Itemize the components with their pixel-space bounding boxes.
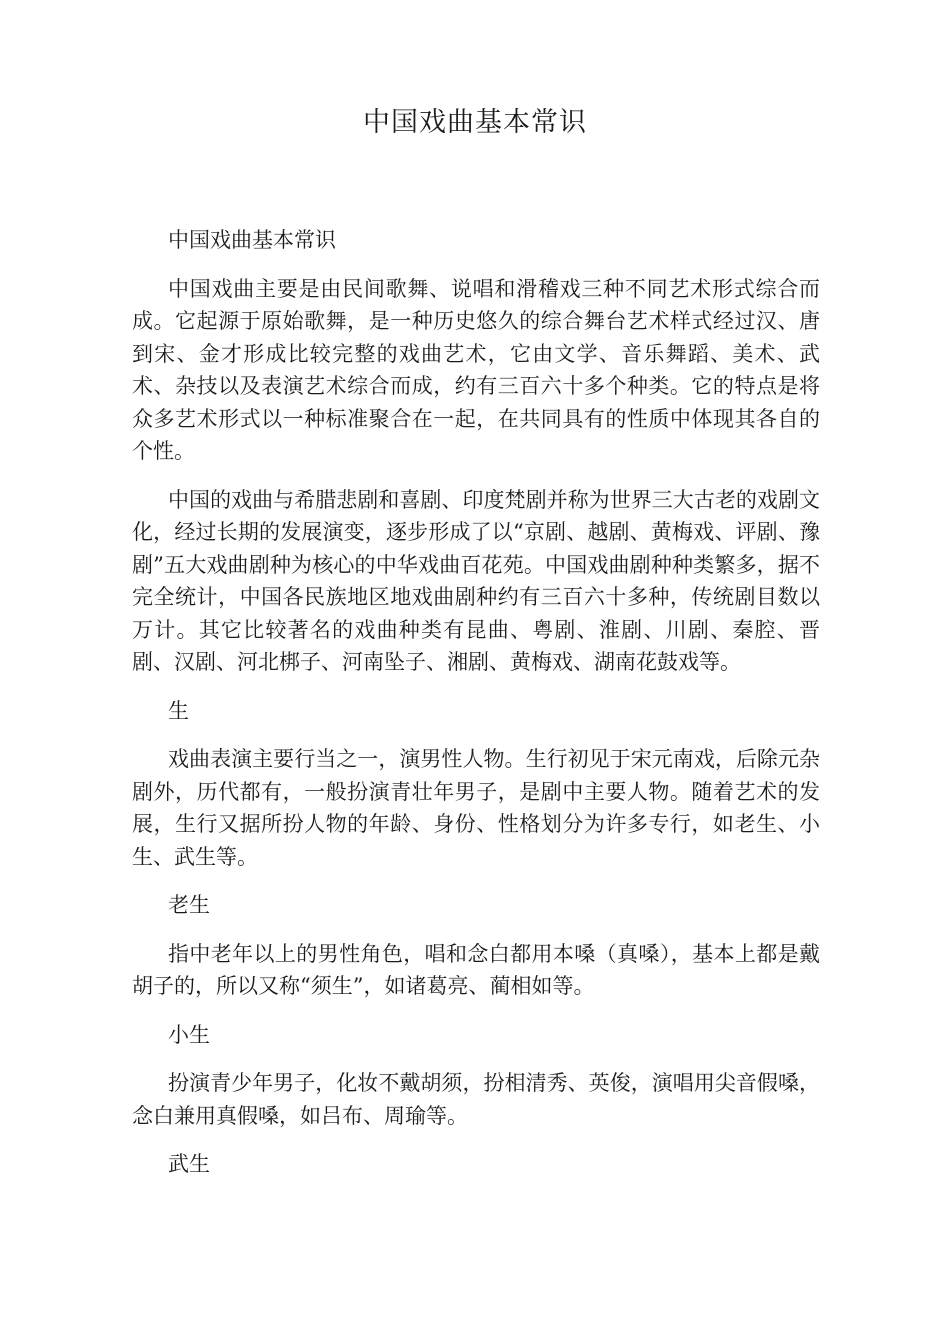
- document-title: 中国戏曲基本常识: [363, 107, 587, 138]
- section-heading-sheng: 生: [168, 698, 189, 723]
- paragraph-origin: 中国戏曲主要是由民间歌舞、说唱和滑稽戏三种不同艺术形式综合而成。它起源于原始歌舞，是一种历史悠久的综合舞台艺术样式经过汉、唐到宋、金才形成比较完整的戏曲艺术，它由文学、音乐舞蹈、美术、武术、杂技以及表演艺术综合而成，约有三百六十多个种类。它的特点是将众多艺术形式以一种标准聚合在一起，在共同具有的性质中体现其各自的个性。: [132, 276, 820, 463]
- document-body: [132, 224, 820, 1197]
- paragraph-xiaosheng: 扮演青少年男子，化妆不戴胡须，扮相清秀、英俊，演唱用尖音假嗓，念白兼用真假嗓，如吕布、周瑜等。: [132, 1071, 820, 1128]
- section-heading-xiaosheng: 小生: [168, 1022, 210, 1047]
- section-heading-wusheng: 武生: [168, 1152, 210, 1176]
- section-heading-intro: 中国戏曲基本常识: [168, 228, 336, 252]
- section-heading-laosheng: 老生: [168, 893, 210, 917]
- paragraph-laosheng: 指中老年以上的男性角色，唱和念白都用本嗓（真嗓），基本上都是戴胡子的，所以又称“须生”，如诸葛亮、蔺相如等。: [132, 941, 820, 998]
- paragraph-sheng: 戏曲表演主要行当之一，演男性人物。生行初见于宋元南戏，后除元杂剧外，历代都有，一般扮演青壮年男子，是剧中主要人物。随着艺术的发展，生行又据所扮人物的年龄、身份、性格划分为许多专行，如老生、小生、武生等。: [132, 747, 820, 869]
- paragraph-genres: 中国的戏曲与希腊悲剧和喜剧、印度梵剧并称为世界三大古老的戏剧文化，经过长期的发展演变，逐步形成了以“京剧、越剧、黄梅戏、评剧、豫剧”五大戏曲剧种为核心的中华戏曲百花苑。中国戏曲剧种种类繁多，据不完全统计，中国各民族地区地戏曲剧种约有三百六十多种，传统剧目数以万计。其它比较著名的戏曲种类有昆曲、粤剧、淮剧、川剧、秦腔、晋剧、汉剧、河北梆子、河南坠子、湘剧、黄梅戏、湖南花鼓戏等。: [132, 487, 820, 674]
